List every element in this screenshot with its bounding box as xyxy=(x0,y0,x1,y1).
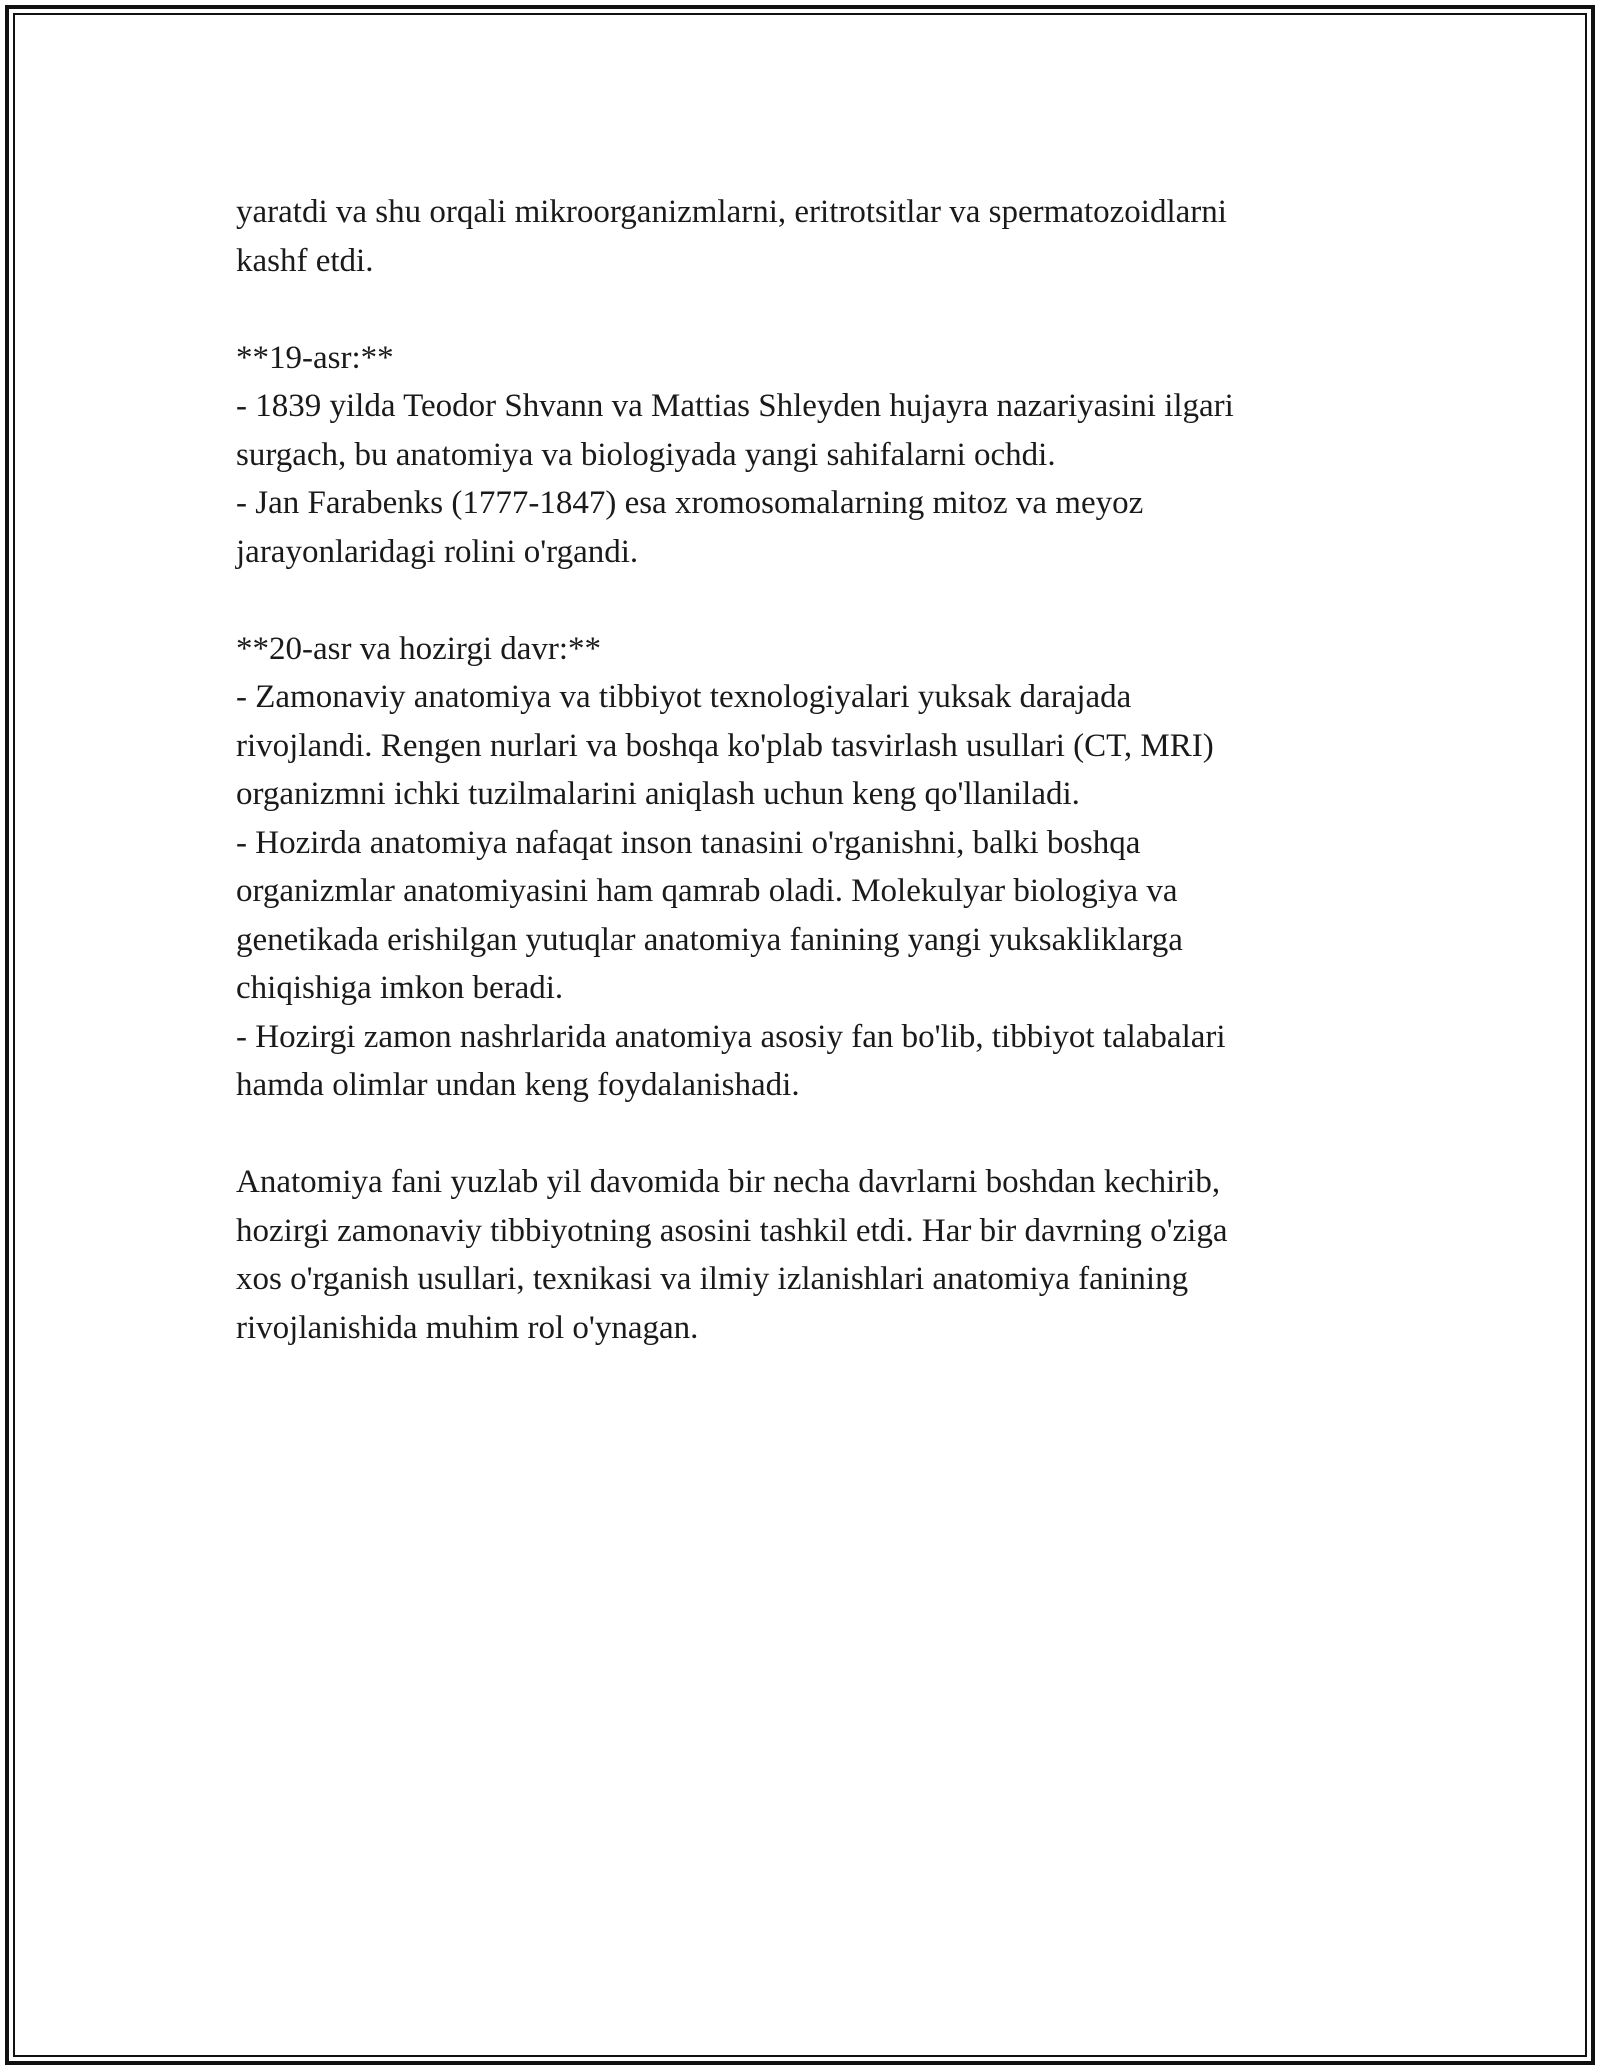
conclusion-paragraph xyxy=(236,1158,1366,1352)
text-line: rivojlanishida muhim rol o'ynagan. xyxy=(236,1309,699,1346)
document-body xyxy=(236,188,1366,1352)
text-line: xos o'rganish usullari, texnikasi va ilmiy izlanishlari anatomiya fanining xyxy=(236,1261,1189,1297)
text-line: Anatomiya fani yuzlab yil davomida bir necha davrlarni boshdan kechirib, xyxy=(236,1164,1221,1200)
text-line: - Hozirda anatomiya nafaqat inson tanasini o'rganishni, balki boshqa xyxy=(236,824,1141,861)
section-heading: **20-asr va hozirgi davr:** xyxy=(236,630,602,667)
text-line: yaratdi va shu orqali mikroorganizmlarni, eritrotsitlar va spermatozoidlarni xyxy=(236,194,1227,230)
text-line: - 1839 yilda Teodor Shvann va Mattias Shleyden hujayra nazariyasini ilgari xyxy=(236,388,1234,424)
text-line: hozirgi zamonaviy tibbiyotning asosini tashkil etdi. Har bir davrning o'ziga xyxy=(236,1212,1228,1249)
text-line: - Jan Farabenks (1777-1847) esa xromosomalarning mitoz va meyoz xyxy=(236,485,1144,521)
text-line: - Hozirgi zamon nashrlarida anatomiya asosiy fan bo'lib, tibbiyot talabalari xyxy=(236,1018,1226,1055)
text-line: rivojlandi. Rengen nurlari va boshqa ko'plab tasvirlash usullari (CT, MRI) xyxy=(236,727,1214,764)
paragraph-gap xyxy=(236,576,1366,625)
text-line: hamda olimlar undan keng foydalanishadi. xyxy=(236,1067,800,1103)
section-heading: **19-asr:** xyxy=(236,339,394,376)
paragraph-gap xyxy=(236,1110,1366,1159)
text-line: jarayonlaridagi rolini o'rgandi. xyxy=(236,533,639,570)
text-line: organizmni ichki tuzilmalarini aniqlash uchun keng qo'llaniladi. xyxy=(236,776,1080,812)
section-20th-century xyxy=(236,625,1366,1110)
text-line: organizmlar anatomiyasini ham qamrab oladi. Molekulyar biologiya va xyxy=(236,873,1178,909)
text-line: kashf etdi. xyxy=(236,242,374,279)
text-line: - Zamonaviy anatomiya va tibbiyot texnologiyalari yuksak darajada xyxy=(236,679,1132,715)
intro-paragraph xyxy=(236,188,1366,285)
text-line: genetikada erishilgan yutuqlar anatomiya fanining yangi yuksakliklarga xyxy=(236,921,1183,958)
text-line: chiqishiga imkon beradi. xyxy=(236,970,564,1006)
text-line: surgach, bu anatomiya va biologiyada yangi sahifalarni ochdi. xyxy=(236,436,1056,473)
paragraph-gap xyxy=(236,285,1366,334)
section-19th-century xyxy=(236,334,1366,577)
